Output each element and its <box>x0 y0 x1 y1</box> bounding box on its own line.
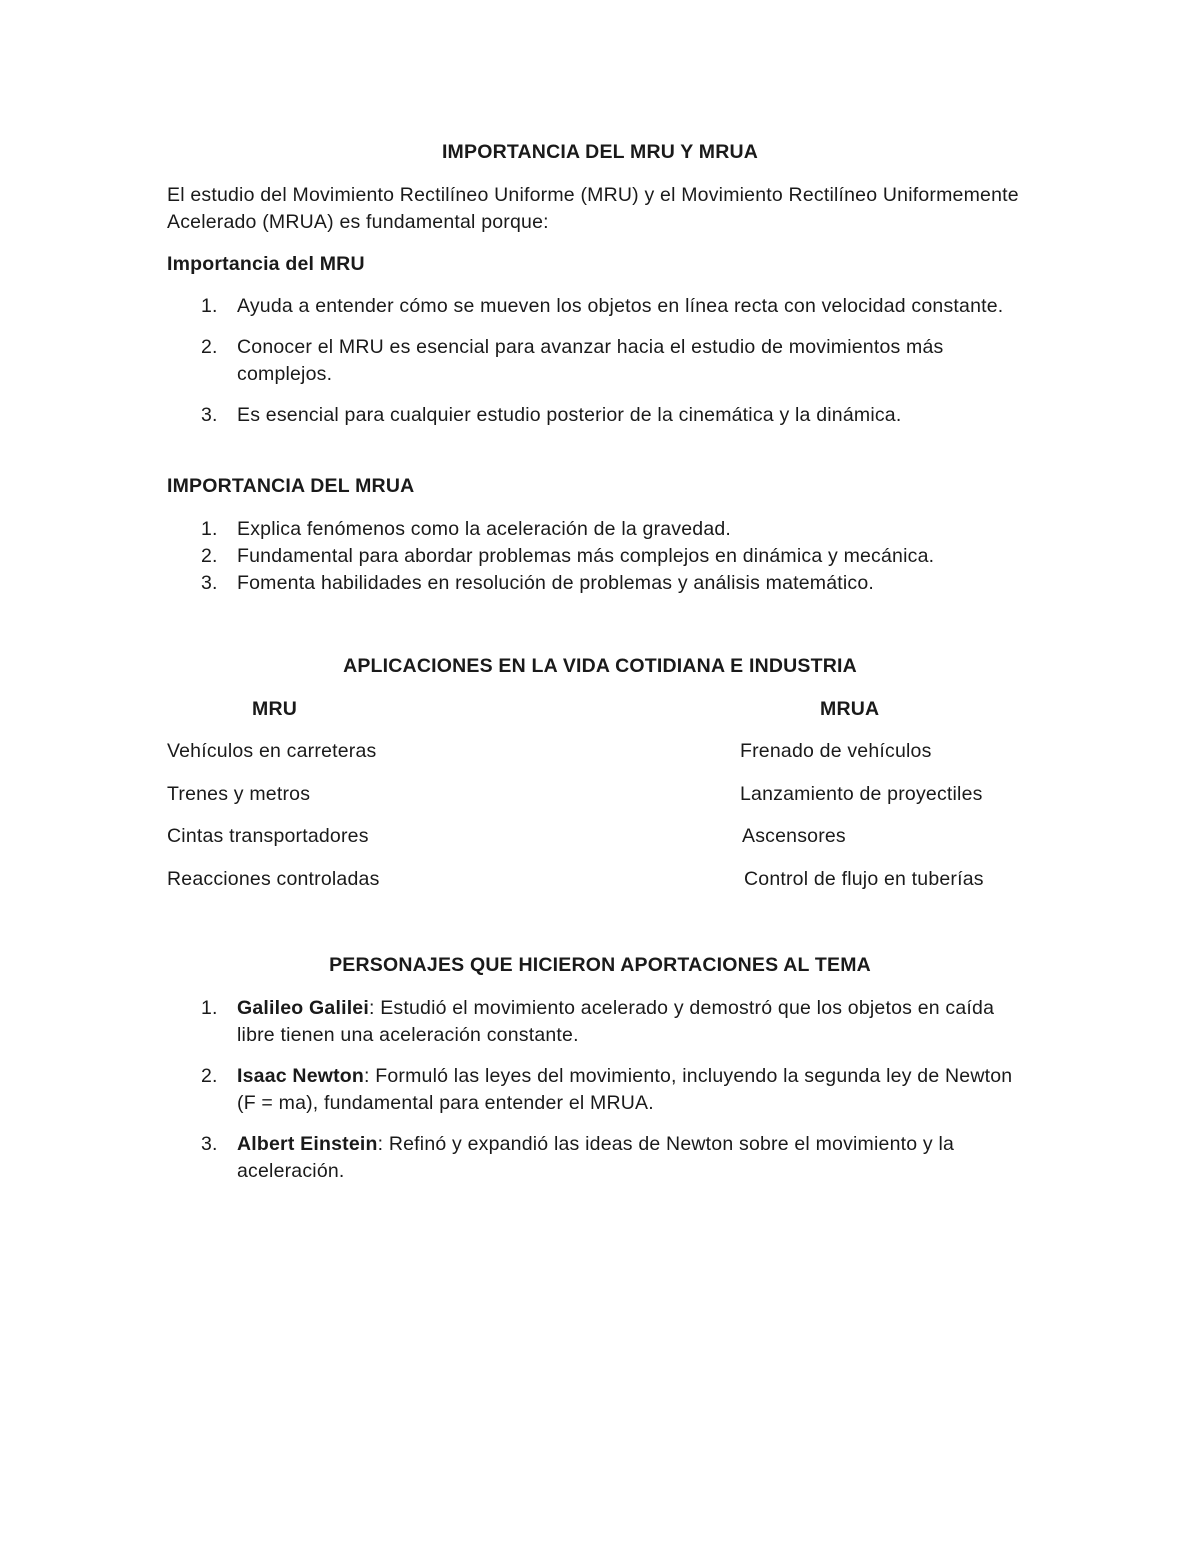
list-text: Conocer el MRU es esencial para avanzar hacia el estudio de movimientos más complejos. <box>237 336 944 385</box>
list-item <box>167 402 1027 429</box>
list-number: 1. <box>201 518 218 540</box>
app-mru-cell: Cintas transportadores <box>167 825 369 847</box>
person-name: Albert Einstein <box>237 1133 378 1155</box>
app-mru-cell: Vehículos en carreteras <box>167 740 377 762</box>
list-number: 2. <box>201 336 218 358</box>
person-name: Galileo Galilei <box>237 997 369 1019</box>
app-mru-cell: Reacciones controladas <box>167 868 380 890</box>
list-number: 1. <box>201 997 218 1019</box>
person-description: : Formuló las leyes del movimiento, incluyendo la segunda ley de Newton (F = ma), fundamental para entender el MRUA. <box>237 1065 1013 1114</box>
applications-heading: APLICACIONES EN LA VIDA COTIDIANA E INDUSTRIA <box>343 655 857 677</box>
mru-list <box>167 293 1027 443</box>
list-text: Fomenta habilidades en resolución de problemas y análisis matemático. <box>237 572 875 594</box>
intro-paragraph: El estudio del Movimiento Rectilíneo Uniforme (MRU) y el Movimiento Rectilíneo Uniformemente Acelerado (MRUA) es fundamental porque: <box>167 184 1019 233</box>
list-item <box>167 293 1027 320</box>
list-text: Fundamental para abordar problemas más complejos en dinámica y mecánica. <box>237 545 935 567</box>
column-header-mrua: MRUA <box>820 698 880 720</box>
list-number: 1. <box>201 295 218 317</box>
person-description: : Refinó y expandió las ideas de Newton sobre el movimiento y la aceleración. <box>237 1133 955 1182</box>
app-mrua-cell: Ascensores <box>742 825 846 847</box>
list-item <box>167 995 1027 1049</box>
list-number: 3. <box>201 404 218 426</box>
list-item <box>167 1131 1027 1185</box>
list-item <box>167 334 1027 388</box>
people-list <box>167 995 1027 1199</box>
list-number: 2. <box>201 545 218 567</box>
list-item <box>167 543 1027 570</box>
app-mrua-cell: Control de flujo en tuberías <box>744 868 984 890</box>
mrua-list <box>167 516 1027 597</box>
list-text: Explica fenómenos como la aceleración de la gravedad. <box>237 518 732 540</box>
person-description: : Estudió el movimiento acelerado y demostró que los objetos en caída libre tienen una aceleración constante. <box>237 997 995 1046</box>
people-heading: PERSONAJES QUE HICIERON APORTACIONES AL TEMA <box>329 954 871 976</box>
list-text: Es esencial para cualquier estudio posterior de la cinemática y la dinámica. <box>237 404 902 426</box>
app-mru-cell: Trenes y metros <box>167 783 311 805</box>
mrua-heading: IMPORTANCIA DEL MRUA <box>167 475 415 497</box>
list-item <box>167 570 1027 597</box>
list-number: 3. <box>201 1133 218 1155</box>
person-name: Isaac Newton <box>237 1065 365 1087</box>
list-text: Ayuda a entender cómo se mueven los objetos en línea recta con velocidad constante. <box>237 295 1004 317</box>
page-title: IMPORTANCIA DEL MRU Y MRUA <box>441 141 759 163</box>
list-number: 3. <box>201 572 218 594</box>
mru-heading: Importancia del MRU <box>167 253 365 275</box>
app-mrua-cell: Frenado de vehículos <box>740 740 932 762</box>
column-header-mru: MRU <box>252 698 298 720</box>
app-mrua-cell: Lanzamiento de proyectiles <box>740 783 983 805</box>
list-item <box>167 1063 1027 1117</box>
list-number: 2. <box>201 1065 218 1087</box>
list-item <box>167 516 1027 543</box>
